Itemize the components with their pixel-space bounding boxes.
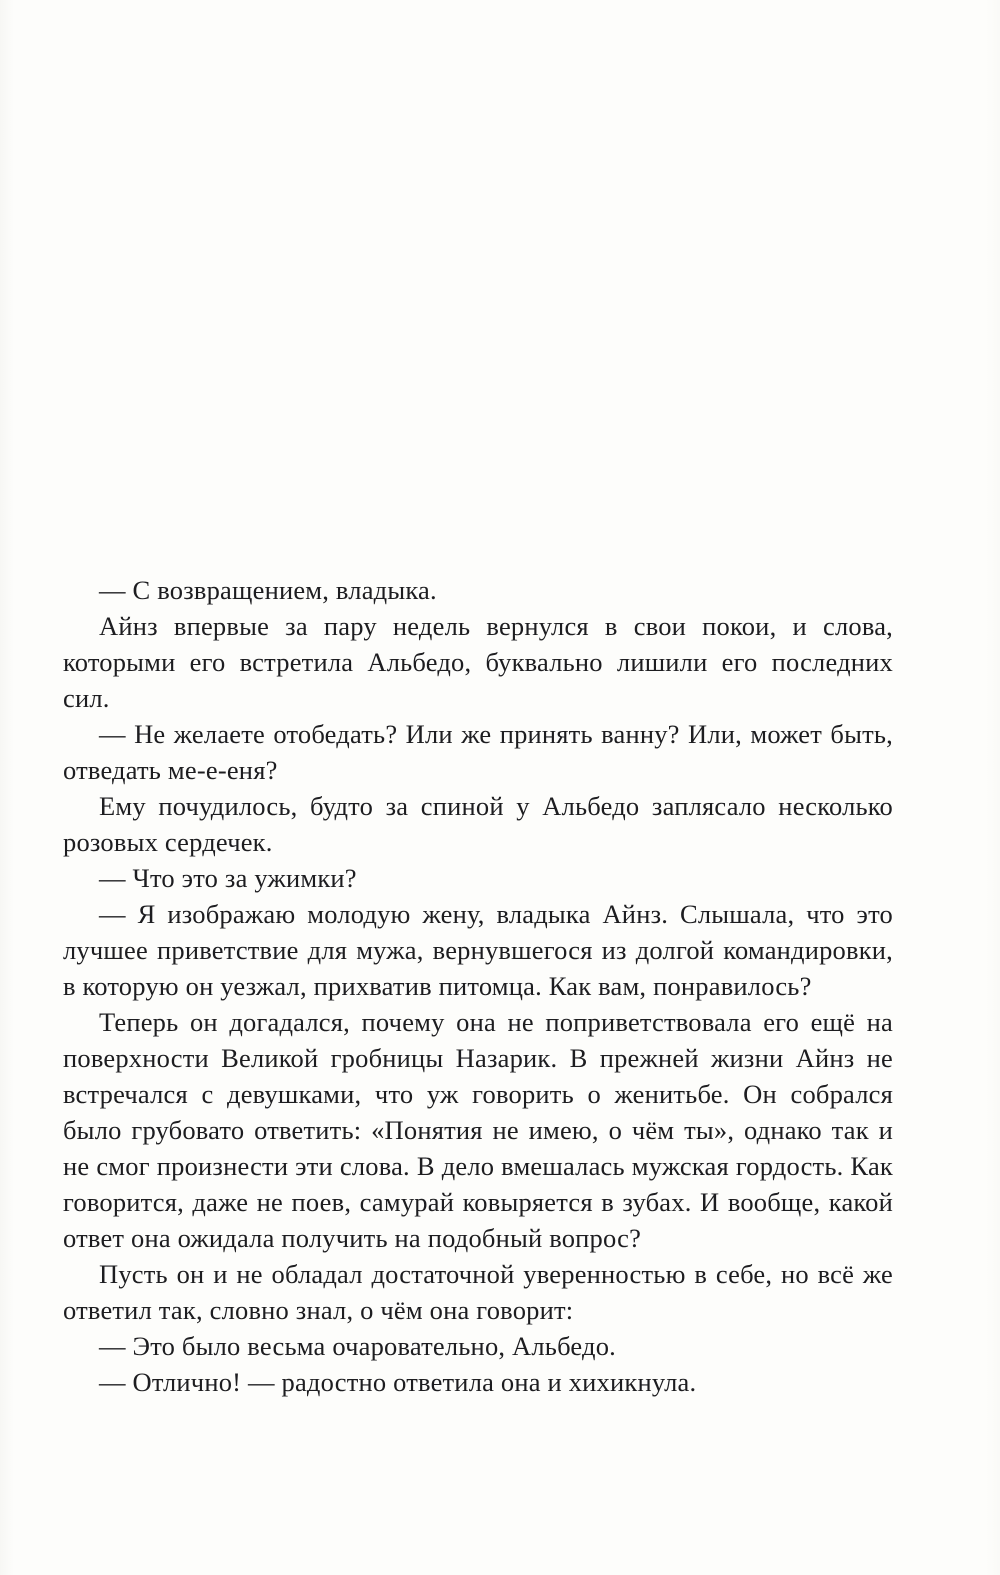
paragraph: — С возвращением, владыка. bbox=[99, 575, 437, 605]
paragraph: — Я изображаю молодую жену, владыка Айнз. Слышала, что это лучшее приветствие для мужа, вернувшегося из долгой командировки, в которую он уезжал, прихватив питомца. Как вам, понравилось? bbox=[63, 899, 893, 1001]
paragraph: Теперь он догадался, почему она не поприветствовала его ещё на поверхности Великой гробницы Назарик. В прежней жизни Айнз не встречался с девушками, что уж говорить о женитьбе. Он собрался было грубовато ответить: «Понятия не имею, о чём ты», однако так и не смог произнести эти слова. В дело вмешалась мужская гордость. Как говорится, даже не поев, самурай ковыряется в зубах. И вообще, какой ответ она ожидала получить на подобный вопрос? bbox=[63, 1007, 893, 1253]
paragraph: — Не желаете отобедать? Или же принять ванну? Или, может быть, отведать ме-е-еня? bbox=[63, 719, 893, 785]
text-block bbox=[63, 572, 893, 1400]
paragraph: — Что это за ужимки? bbox=[99, 863, 357, 893]
paragraph: Ему почудилось, будто за спиной у Альбедо заплясало несколько розовых сердечек. bbox=[63, 791, 893, 857]
paragraph: Айнз впервые за пару недель вернулся в свои покои, и слова, которыми его встретила Альбедо, буквально лишили его последних сил. bbox=[63, 611, 893, 713]
paragraph: — Отлично! — радостно ответила она и хихикнула. bbox=[99, 1367, 697, 1397]
paragraph: — Это было весьма очаровательно, Альбедо. bbox=[99, 1331, 616, 1361]
paragraph: Пусть он и не обладал достаточной уверенностью в себе, но всё же ответил так, словно знал, о чём она говорит: bbox=[63, 1259, 893, 1325]
